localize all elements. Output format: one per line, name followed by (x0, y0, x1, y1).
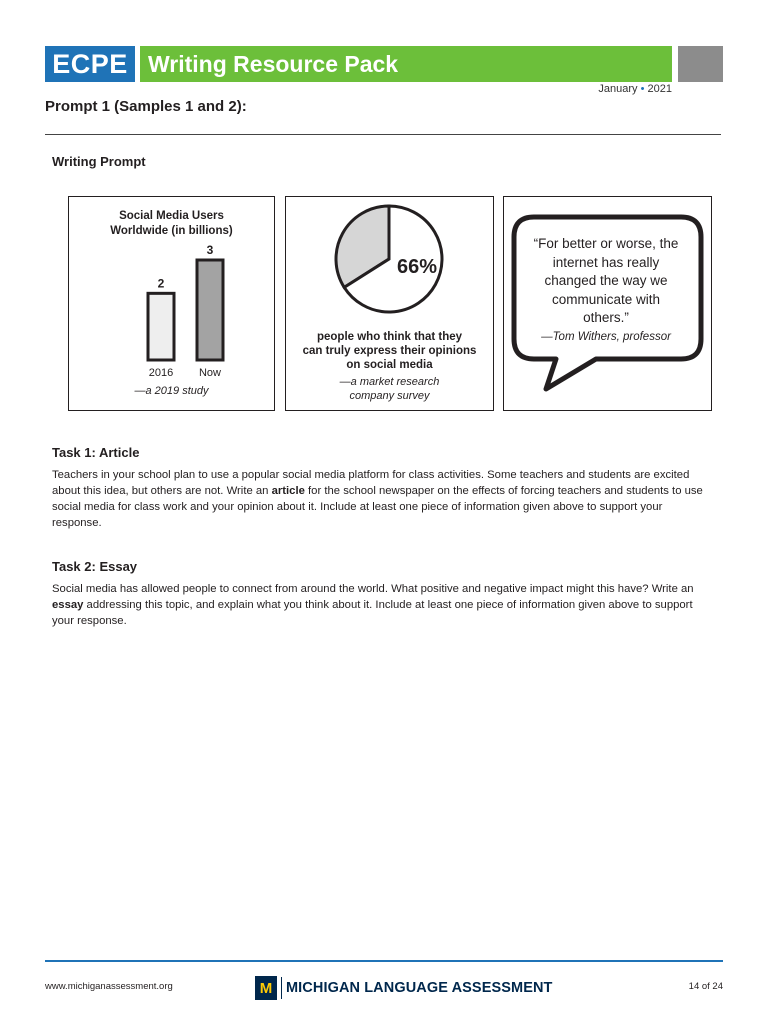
bar-value-label-2016: 2 (157, 276, 165, 291)
task2-keyword: essay (52, 599, 84, 611)
task1-text (52, 467, 712, 531)
task2-text-after: addressing this topic, and explain what you think about it. Include at least one piece of information given above to support your response. (52, 599, 693, 627)
quote-attribution: —Tom Withers, professor (541, 331, 671, 343)
date-month: January (598, 83, 638, 95)
bar-value-label-now: 3 (206, 243, 214, 257)
task2-text (52, 581, 712, 629)
logo-text: MICHIGAN LANGUAGE ASSESSMENT (286, 980, 553, 996)
footer-divider (45, 960, 723, 962)
quote-panel (503, 196, 712, 411)
quote-text: “For better or worse, the internet has really changed the way we communicate with others.” (533, 236, 679, 325)
date-year: 2021 (647, 83, 672, 95)
logo-divider (281, 977, 282, 999)
task1-heading: Task 1: Article (52, 445, 140, 460)
chart-title-line1: Social Media Users (119, 210, 224, 222)
bar-chart-panel (68, 196, 275, 411)
pie-caption-line3: on social media (346, 359, 433, 371)
date-separator: • (640, 83, 645, 95)
pie-caption-line2: can truly express their opinions (302, 345, 477, 357)
pie-source-line1: —a market research (339, 376, 440, 388)
task1-text-before: Teachers in your school plan to use a popular social media platform for class activities. Some teachers and students are excited about this idea, but others are not. Write an (52, 469, 690, 497)
pie-chart-panel (285, 196, 494, 411)
bar-chart (69, 197, 274, 410)
chart-title-line2: Worldwide (in billions) (110, 225, 233, 237)
task1-text-after: for the school newspaper on the effects of forcing teachers and students to use social media for class work and your opinion about it. Include at least one piece of information given above to support your response. (52, 485, 703, 529)
document-date (560, 83, 672, 95)
document-title: Writing Resource Pack (148, 50, 399, 77)
pie-caption-line1: people who think that they (316, 331, 463, 343)
header-gray-block (678, 46, 723, 82)
pie-chart (286, 197, 493, 317)
footer-url[interactable]: www.michiganassessment.org (45, 981, 173, 992)
bar-now (197, 260, 223, 360)
pie-percent-label: 66% (396, 256, 438, 278)
header-divider (45, 134, 721, 135)
prompt-heading: Prompt 1 (Samples 1 and 2): (45, 98, 247, 115)
logo-letter: M (259, 979, 273, 997)
michigan-logo (255, 976, 553, 1000)
bar-2016 (148, 293, 174, 360)
ecpe-badge: ECPE (45, 46, 135, 82)
pie-source-line2: company survey (349, 390, 430, 402)
task1-keyword: article (271, 485, 305, 497)
chart-source: —a 2019 study (134, 385, 209, 397)
bar-category-label-2016: 2016 (148, 367, 174, 379)
document-title-bar (140, 46, 672, 82)
task2-heading: Task 2: Essay (52, 559, 138, 574)
writing-prompt-label: Writing Prompt (52, 154, 146, 169)
bar-category-label-now: Now (198, 367, 222, 379)
block-m-icon (255, 976, 277, 1000)
page-number: 14 of 24 (688, 981, 723, 992)
task2-text-before: Social media has allowed people to connect from around the world. What positive and negative impact might this have? Write an (52, 583, 694, 595)
